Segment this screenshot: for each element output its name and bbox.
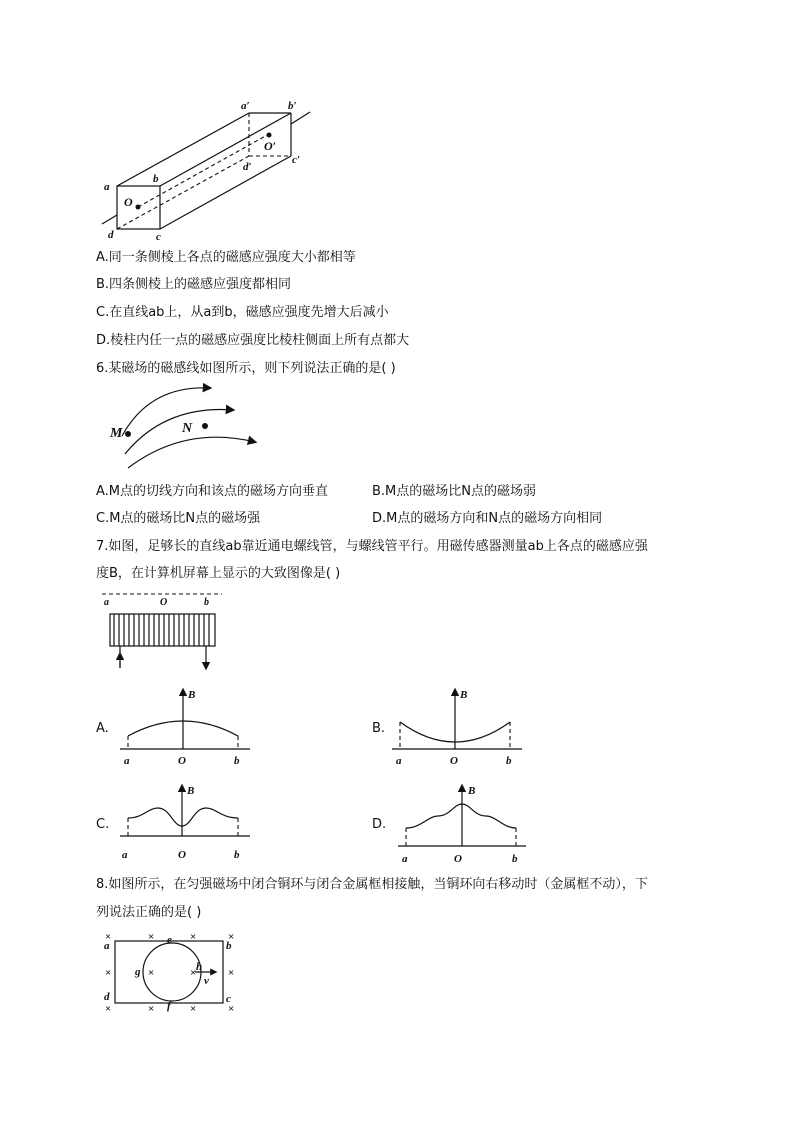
field-cross-mark: × xyxy=(105,967,112,979)
q7-option-c-label: C. xyxy=(96,817,110,832)
field-line-middle xyxy=(125,410,233,454)
prism-figure xyxy=(100,98,330,248)
point-O xyxy=(136,205,141,210)
field-cross-mark: × xyxy=(228,1003,235,1015)
q6-option-c: C.M点的磁场比N点的磁场强 xyxy=(96,511,261,526)
label-a: a xyxy=(104,940,110,952)
q7-stem-line1: 7.如图，足够长的直线ab靠近通电螺线管，与螺线管平行。用磁传感器测量ab上各点的磁感应强 xyxy=(96,539,648,554)
label-M: M xyxy=(110,426,123,441)
label-c-prime: c′ xyxy=(292,154,300,166)
field-cross-mark: × xyxy=(148,967,155,979)
label-v: v xyxy=(204,975,209,987)
field-cross-mark: × xyxy=(228,931,235,943)
point-N xyxy=(202,423,208,429)
field-cross-mark: × xyxy=(105,931,112,943)
field-line-bottom xyxy=(128,437,255,468)
svg-text:O: O xyxy=(450,755,458,767)
label-a: a xyxy=(104,597,109,608)
point-O-prime xyxy=(267,133,272,138)
svg-text:a: a xyxy=(402,853,408,865)
svg-text:a: a xyxy=(396,755,402,767)
label-c: c xyxy=(226,993,231,1005)
svg-text:b: b xyxy=(512,853,518,865)
svg-text:B: B xyxy=(468,785,476,797)
label-h: h xyxy=(196,961,203,973)
label-O: O xyxy=(160,597,168,608)
label-e: e xyxy=(167,934,172,946)
label-O: O xyxy=(124,195,133,209)
label-a: a xyxy=(104,181,110,193)
svg-text:a: a xyxy=(122,849,128,861)
q6-stem: 6.某磁场的磁感线如图所示，则下列说法正确的是( ) xyxy=(96,361,396,376)
graph-option-b[interactable] xyxy=(390,686,530,768)
svg-text:b: b xyxy=(506,755,512,767)
svg-text:O: O xyxy=(178,849,186,861)
label-d-prime: d′ xyxy=(243,161,252,173)
point-M xyxy=(125,431,131,437)
graph-option-d[interactable] xyxy=(396,782,536,864)
graph-option-a[interactable] xyxy=(118,686,258,768)
ring-frame-figure xyxy=(100,928,245,1018)
field-cross-mark: × xyxy=(105,1003,112,1015)
field-cross-mark: × xyxy=(190,931,197,943)
field-cross-mark: × xyxy=(190,1003,197,1015)
q5-option-c: C.在直线ab上，从a到b，磁感应强度先增大后减小 xyxy=(96,305,389,320)
svg-text:B: B xyxy=(188,689,196,701)
q8-stem-line2: 列说法正确的是( ) xyxy=(96,905,202,920)
q6-option-a: A.M点的切线方向和该点的磁场方向垂直 xyxy=(96,484,329,499)
svg-text:O: O xyxy=(454,853,462,865)
field-cross-mark: × xyxy=(148,1003,155,1015)
q7-option-d-label: D. xyxy=(372,817,387,832)
svg-text:B: B xyxy=(460,689,468,701)
label-b: b xyxy=(153,173,159,185)
svg-text:b: b xyxy=(234,849,240,861)
field-cross-mark: × xyxy=(190,967,197,979)
q5-option-a: A.同一条侧棱上各点的磁感应强度大小都相等 xyxy=(96,250,356,265)
label-c: c xyxy=(156,231,161,243)
label-d: d xyxy=(108,229,114,241)
svg-text:b: b xyxy=(234,755,240,767)
label-g: g xyxy=(135,966,141,978)
svg-text:O: O xyxy=(178,755,186,767)
solenoid-figure xyxy=(100,588,230,673)
label-d: d xyxy=(104,991,110,1003)
q5-option-b: B.四条侧棱上的磁感应强度都相同 xyxy=(96,277,292,292)
q7-option-b-label: B. xyxy=(372,721,386,736)
label-b: b xyxy=(226,940,232,952)
solenoid-coil xyxy=(110,614,215,646)
label-a-prime: a′ xyxy=(241,100,250,112)
svg-text:B: B xyxy=(187,785,195,797)
label-b-prime: b′ xyxy=(288,100,297,112)
label-b: b xyxy=(204,597,209,608)
field-cross-mark: × xyxy=(228,967,235,979)
q5-option-d: D.棱柱内任一点的磁感应强度比棱柱侧面上所有点都大 xyxy=(96,333,410,348)
q8-stem-line1: 8.如图所示，在匀强磁场中闭合铜环与闭合金属框相接触，当铜环向右移动时（金属框不动），下 xyxy=(96,877,648,892)
graph-option-c[interactable] xyxy=(118,782,258,864)
q7-option-a-label: A. xyxy=(96,721,109,736)
q7-stem-line2: 度B，在计算机屏幕上显示的大致图像是( ) xyxy=(96,566,341,581)
q6-option-d: D.M点的磁场方向和N点的磁场方向相同 xyxy=(372,511,603,526)
field-cross-mark: × xyxy=(148,931,155,943)
field-lines-figure xyxy=(105,380,275,475)
svg-text:a: a xyxy=(124,755,130,767)
label-N: N xyxy=(182,421,193,436)
label-O-prime: O′ xyxy=(264,139,277,153)
q6-option-b: B.M点的磁场比N点的磁场弱 xyxy=(372,484,536,499)
label-f: f xyxy=(167,1000,171,1012)
